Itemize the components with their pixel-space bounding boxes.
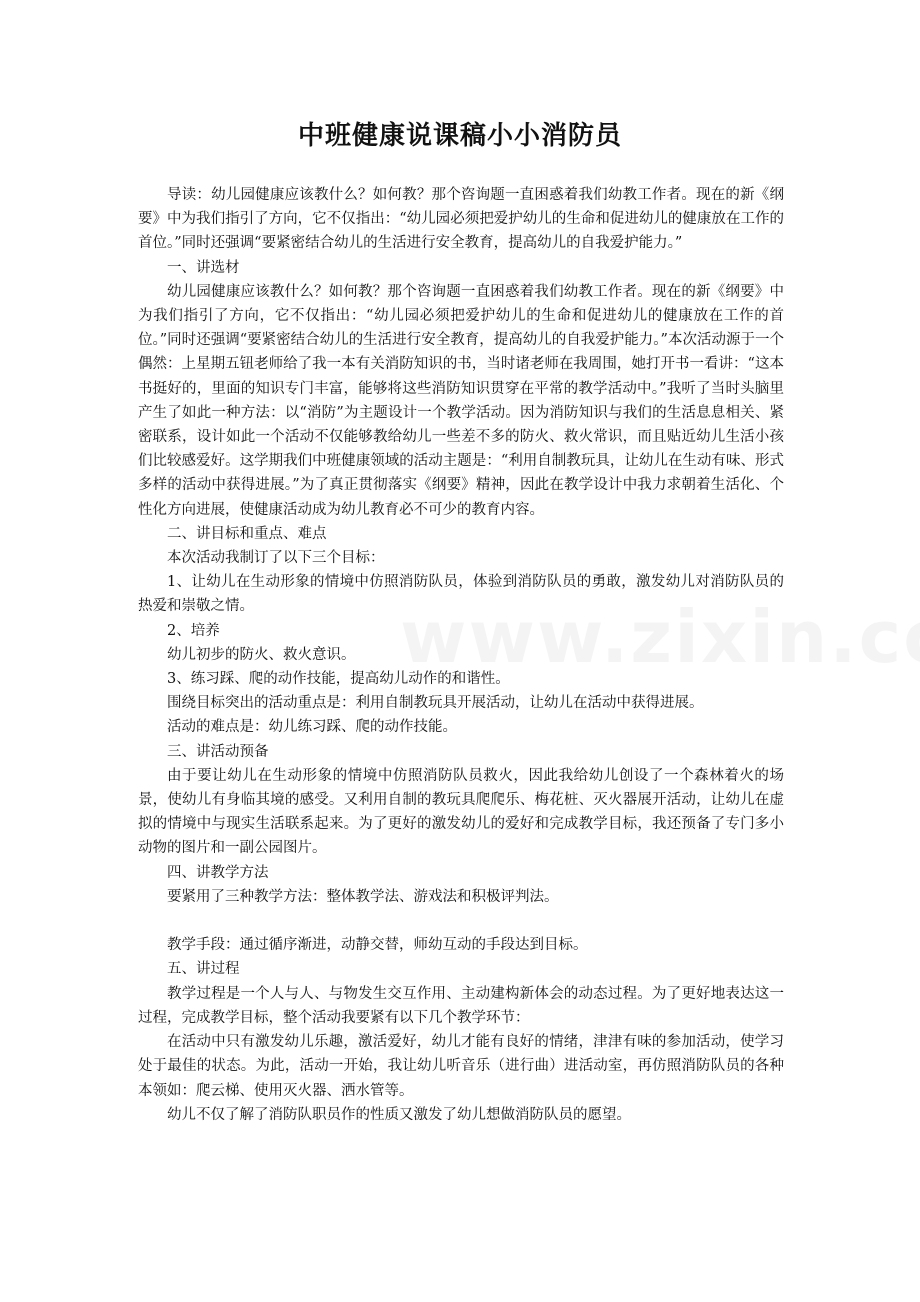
goal-item-1: 1、让幼儿在生动形象的情境中仿照消防队员，体验到消防队员的勇敢，激发幼儿对消防队员的热爱和崇敬之情。 — [138, 574, 784, 615]
paragraph-goals-intro: 本次活动我制订了以下三个目标： — [167, 550, 385, 567]
blank-line — [138, 909, 784, 933]
document-body — [138, 183, 784, 1127]
goal-item-3: 3、练习踩、爬的动作技能，提高幼儿动作的和谐性。 — [167, 671, 510, 688]
section-heading-preparation: 三、讲活动预备 — [167, 743, 269, 760]
paragraph-process-result: 幼儿不仅了解了消防队职员作的性质又激发了幼儿想做消防队员的愿望。 — [167, 1106, 631, 1123]
paragraph-key-point: 围绕目标突出的活动重点是：利用自制教玩具开展活动，让幼儿在活动中获得进展。 — [167, 695, 704, 712]
paragraph-preparation: 由于要让幼儿在生动形象的情境中仿照消防队员救火，因此我给幼儿创设了一个森林着火的场景，使幼儿有身临其境的感受。又利用自制的教玩具爬爬乐、梅花桩、灭火器展开活动，让幼儿在虚拟的情境中与现实生活联系起来。为了更好的激发幼儿的爱好和完成教学目标，我还预备了专门多小动物的图片和一副公园图片。 — [138, 767, 784, 857]
paragraph-process-activity: 在活动中只有激发幼儿乐趣，激活爱好，幼儿才能有良好的情绪，津津有味的参加活动，使学习处于最佳的状态。为此，活动一开始，我让幼儿听音乐（进行曲）进活动室，再仿照消防队员的各种本领如：爬云梯、使用灭火器、洒水管等。 — [138, 1034, 784, 1099]
document-title: 中班健康说课稿小小消防员 — [297, 121, 622, 151]
goal-item-2: 2、培养 — [167, 622, 220, 639]
paragraph-topic: 幼儿园健康应该教什么？如何教？那个咨询题一直困惑着我们幼教工作者。现在的新《纲要》中为我们指引了方向，它不仅指出：“幼儿园必须把爱护幼儿的生命和促进幼儿的健康放在工作的首位。”同时还强调“要紧密结合幼儿的生活进行安全教育，提高幼儿的自我爱护能力。”本次活动源于一个偶然：上星期五钮老师给了我一本有关消防知识的书，当时诸老师在我周围，她打开书一看讲：“这本书挺好的，里面的知识专门丰富，能够将这些消防知识贯穿在平常的教学活动中。”我听了当时头脑里产生了如此一种方法：以“消防”为主题设计一个教学活动。因为消防知识与我们的生活息息相关、紧密联系，设计如此一个活动不仅能够教给幼儿一些差不多的防火、救火常识，而且贴近幼儿生活小孩们比较感爱好。这学期我们中班健康领域的活动主题是：“利用自制教玩具，让幼儿在生动有味、形式多样的活动中获得进展。”为了真正贯彻落实《纲要》精神，因此在教学设计中我力求朝着生活化、个性化方向进展，使健康活动成为幼儿教育必不可少的教育内容。 — [138, 283, 784, 518]
paragraph-difficulty: 活动的难点是：幼儿练习踩、爬的动作技能。 — [167, 719, 457, 736]
section-heading-process: 五、讲过程 — [167, 961, 240, 978]
section-heading-topic: 一、讲选材 — [167, 259, 240, 276]
goal-item-2-detail: 幼儿初步的防火、救火意识。 — [167, 646, 356, 663]
section-heading-goals: 二、讲目标和重点、难点 — [167, 525, 327, 542]
paragraph-means: 教学手段：通过循序渐进，动静交替，师幼互动的手段达到目标。 — [167, 937, 588, 954]
paragraph-intro: 导读：幼儿园健康应该教什么？如何教？那个咨询题一直困惑着我们幼教工作者。现在的新《纲要》中为我们指引了方向，它不仅指出：“幼儿园必须把爱护幼儿的生命和促进幼儿的健康放在工作的首位。”同时还强调“要紧密结合幼儿的生活进行安全教育，提高幼儿的自我爱护能力。” — [138, 187, 784, 252]
paragraph-process-intro: 教学过程是一个人与人、与物发生交互作用、主动建构新体会的动态过程。为了更好地表达这一过程，完成教学目标，整个活动我要紧有以下几个教学环节： — [138, 985, 784, 1026]
paragraph-methods: 要紧用了三种教学方法：整体教学法、游戏法和积极评判法。 — [167, 888, 559, 905]
section-heading-methods: 四、讲教学方法 — [167, 864, 269, 881]
